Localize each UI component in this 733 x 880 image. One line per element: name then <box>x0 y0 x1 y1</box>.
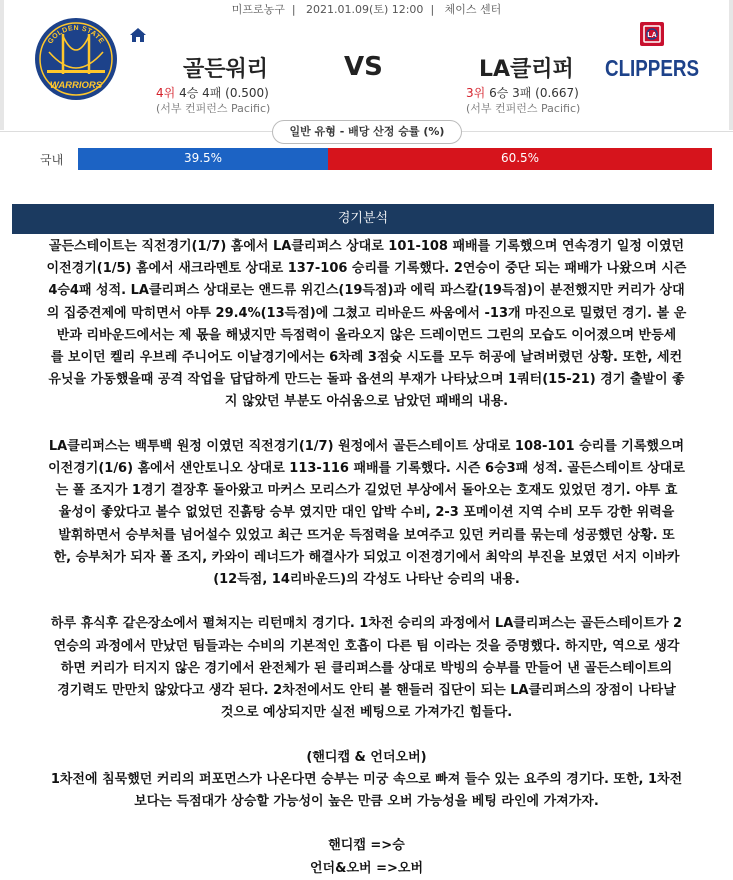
analysis-line: 한, 승부처가 되자 폴 조지, 카와이 레너드가 해결사가 되었고 이전경기에서 최악의 부진을 보였던 서지 이바카 <box>53 549 680 565</box>
vs-label: VS <box>344 52 383 82</box>
analysis-line: 의 집중견제에 막히면서 야투 29.4%(13득점)에 그쳤고 리바운드 싸움에서 -13개 마진으로 밀렸던 경기. 볼 운 <box>46 305 687 321</box>
match-meta: 미프로농구 | 2021.01.09(토) 12:00 | 체이스 센터 <box>231 3 502 16</box>
analysis-line: 율성이 좋았다고 볼수 없었던 진흙탕 승부 였지만 대인 압박 수비, 2-3 포메이션 지역 수비 모두 강한 위력을 <box>58 505 675 521</box>
analysis-line: 1차전에 침묵했던 커리의 퍼포먼스가 나온다면 승부는 미궁 속으로 빠져 들수 있는 요주의 경기다. 또한, 1차전 <box>50 771 683 787</box>
analysis-line: 지 않았던 부분도 아쉬움으로 남았던 패배의 내용. <box>224 394 509 410</box>
analysis-line: 것으로 예상되지만 실전 베팅으로 가져가긴 힘들다. <box>220 705 513 721</box>
away-team-conference: (서부 컨퍼런스 Pacific) <box>466 102 581 115</box>
away-team-name: LA클리퍼 <box>479 57 574 82</box>
match-datetime: 2021.01.09(토) 12:00 <box>306 3 424 16</box>
analysis-line: 연승의 과정에서 만났던 팀들과는 수비의 기본적인 호흡이 다른 팀 이라는 것을 증명했다. 하지만, 역으로 생각 <box>53 638 680 654</box>
venue-label: 체이스 센터 <box>444 3 502 16</box>
away-team-record <box>466 84 579 101</box>
away-probability-fill <box>328 148 712 170</box>
right-side-line <box>729 0 733 130</box>
home-team-wl: 4승 4패 (0.500) <box>179 86 269 100</box>
home-team-name: 골든워리 <box>183 57 269 82</box>
betting-row-label: 국내 <box>40 153 64 167</box>
away-team-wl: 6승 3패 (0.667) <box>489 86 579 100</box>
home-probability-fill <box>78 148 328 170</box>
warriors-logo-top-text: GOLDEN STATE <box>46 24 106 46</box>
analysis-line: (12득점, 14리바운드)의 각성도 나타난 승리의 내용. <box>213 572 520 588</box>
pick-handicap: 핸디캡 =>승 <box>328 838 405 854</box>
analysis-paragraph-pick <box>5 769 728 813</box>
warriors-logo <box>33 12 119 106</box>
analysis-pick-title: (핸디캡 & 언더오버) <box>306 749 427 765</box>
analysis-paragraph-preview <box>5 613 728 724</box>
analysis-paragraph-away <box>5 436 728 591</box>
analysis-paragraph-home <box>5 236 728 414</box>
home-icon[interactable] <box>129 27 147 43</box>
analysis-line: 를 보이던 켈리 우브레 주니어도 이날경기에서는 6차례 3점슛 시도를 모두 허공에 날려버렸던 상황. 또한, 세컨 <box>50 350 683 366</box>
home-probability-text: 39.5% <box>183 151 223 165</box>
analysis-line: 경기력도 만만치 않았다고 생각 된다. 2차전에서도 안티 볼 핸들러 집단이 되는 LA클리퍼스의 장점이 나타날 <box>57 683 676 699</box>
warriors-logo-bottom-text: WARRIORS <box>49 80 103 91</box>
clippers-logo-text: CLIPPERS <box>605 55 699 81</box>
home-team-rank: 4위 <box>156 86 176 100</box>
win-probability-bar <box>78 148 712 170</box>
analysis-body <box>5 236 728 880</box>
clippers-logo <box>604 20 700 92</box>
analysis-line: 는 폴 조지가 1경기 결장후 돌아왔고 마커스 모리스가 길었던 부상에서 돌아오는 호재도 있었던 경기. 야투 효 <box>55 483 678 499</box>
league-label: 미프로농구 <box>231 3 285 16</box>
analysis-line: LA클리퍼스는 백투백 원정 이였던 직전경기(1/7) 원정에서 골든스테이트 상대로 108-101 승리를 기록했으며 <box>48 438 685 454</box>
pick-overunder: 언더&오버 =>오버 <box>310 860 423 876</box>
analysis-line: 4승4패 성적. LA클리퍼스 상대로는 앤드류 위긴스(19득점)과 에릭 파스칼(19득점)이 분전했지만 커리가 상대 <box>48 283 685 299</box>
betting-title: 일반 유형 - 배당 산정 승률 (%) <box>272 120 462 144</box>
away-team-rank: 3위 <box>466 86 486 100</box>
home-team-record <box>156 84 269 101</box>
analysis-line: 이전경기(1/5) 홈에서 새크라멘토 상대로 137-106 승리를 기록했다. 2연승이 중단 되는 패배가 나왔으며 시즌 <box>46 261 687 277</box>
analysis-line: 이전경기(1/6) 홈에서 샌안토니오 상대로 113-116 패배를 기록했다. 시즌 6승3패 성적. 골든스테이트 상대로 <box>48 461 685 477</box>
analysis-line: 하면 커리가 터지지 않은 경기에서 완전체가 된 클리퍼스를 상대로 박빙의 승부를 만들어 낸 골든스테이트의 <box>60 660 673 676</box>
clippers-logo-badge: LA <box>647 32 657 39</box>
analysis-header: 경기분석 <box>12 204 714 234</box>
analysis-line: 유닛을 가동했을때 공격 작업을 답답하게 만드는 돌파 옵션의 부재가 나타났으며 1쿼터(15-21) 경기 출발이 좋 <box>48 372 685 388</box>
analysis-line: 발휘하면서 승부처를 넘어설수 있었고 최근 뜨거운 득점력을 보여주고 있던 커리를 묶는데 성공했던 상황. 또 <box>58 527 675 543</box>
home-team-conference: (서부 컨퍼런스 Pacific) <box>156 102 271 115</box>
analysis-line: 하루 휴식후 같은장소에서 펼쳐지는 리턴매치 경기다. 1차전 승리의 과정에서 LA클리퍼스는 골든스테이트가 2 <box>50 616 683 632</box>
away-probability-text: 60.5% <box>500 151 540 165</box>
analysis-line: 골든스테이트는 직전경기(1/7) 홈에서 LA클리퍼스 상대로 101-108 패배를 기록했으며 연속경기 일정 이였던 <box>48 239 685 254</box>
analysis-line: 반과 리바운드에서는 제 몫을 해냈지만 득점력이 올라오지 않은 드레이먼드 그린의 모습도 이어졌으며 반등세 <box>56 327 677 343</box>
left-side-line <box>0 0 4 130</box>
analysis-line: 보다는 득점대가 상승할 가능성이 높은 만큼 오버 가능성을 베팅 라인에 가져가자. <box>134 794 599 810</box>
